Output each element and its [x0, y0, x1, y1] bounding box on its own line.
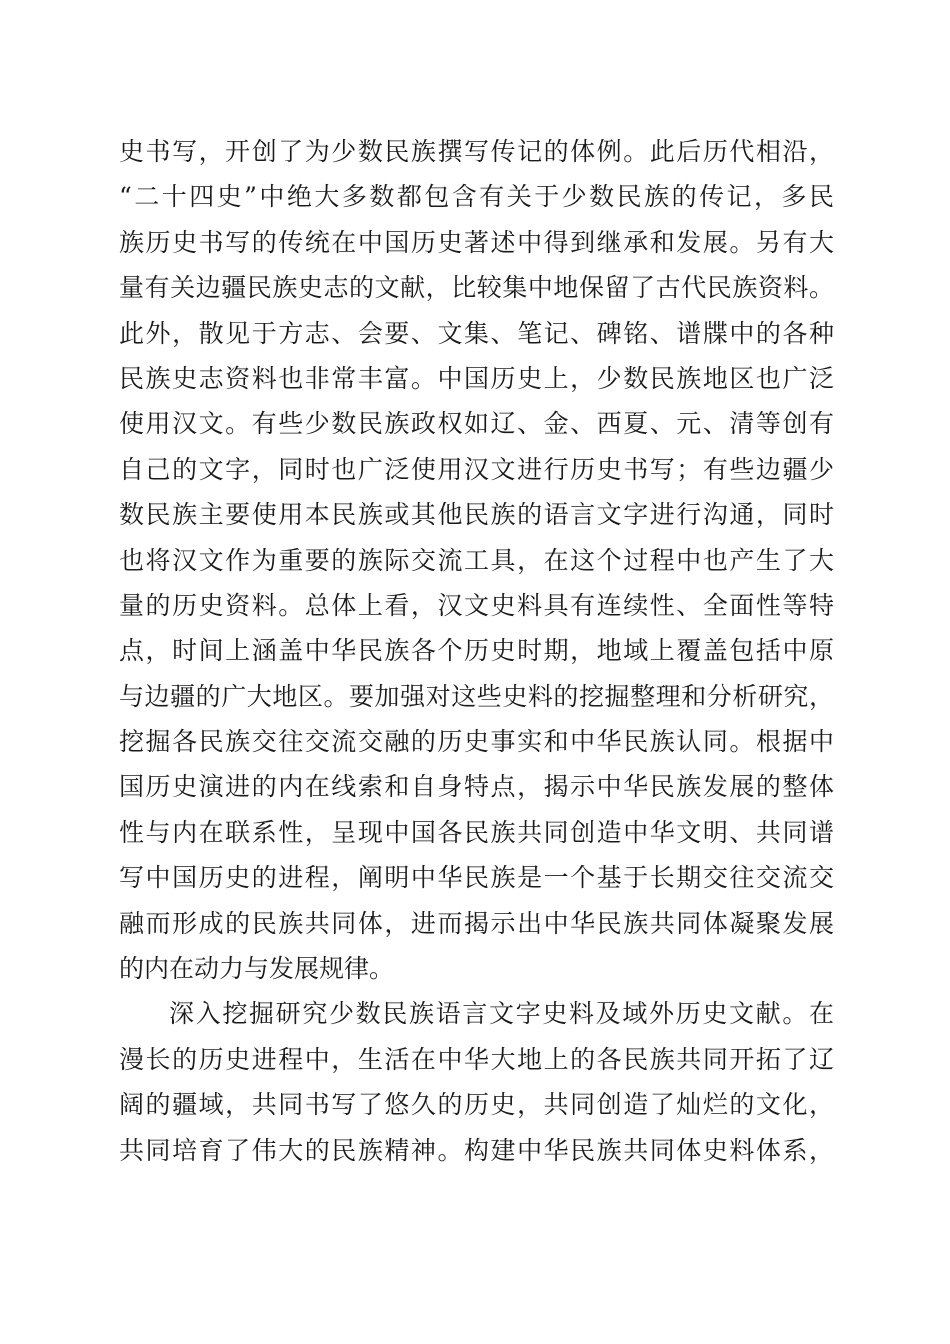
text-line: 此外，散见于方志、会要、文集、笔记、碑铭、谱牒中的各种 [119, 318, 834, 348]
text-line: 量的历史资料。总体上看，汉文史料具有连续性、全面性等特 [119, 590, 834, 620]
text-line: 量有关边疆民族史志的文献，比较集中地保留了古代民族资料。 [119, 273, 834, 303]
text-line: 共同培育了伟大的民族精神。构建中华民族共同体史料体系， [119, 1135, 834, 1165]
text-line: 融而形成的民族共同体，进而揭示出中华民族共同体凝聚发展 [119, 908, 834, 938]
text-line: 挖掘各民族交往交流交融的历史事实和中华民族认同。根据中 [119, 727, 834, 757]
text-line: 阔的疆域，共同书写了悠久的历史，共同创造了灿烂的文化， [119, 1090, 834, 1120]
text-line: 数民族主要使用本民族或其他民族的语言文字进行沟通，同时 [119, 500, 834, 530]
text-line: 族历史书写的传统在中国历史著述中得到继承和发展。另有大 [119, 227, 834, 257]
text-line: 与边疆的广大地区。要加强对这些史料的挖掘整理和分析研究， [119, 681, 834, 711]
text-line: 漫长的历史进程中，生活在中华大地上的各民族共同开拓了辽 [119, 1044, 834, 1074]
text-line: “二十四史”中绝大多数都包含有关于少数民族的传记，多民 [119, 182, 834, 212]
text-line: 自己的文字，同时也广泛使用汉文进行历史书写；有些边疆少 [119, 454, 834, 484]
text-line: 性与内在联系性，呈现中国各民族共同创造中华文明、共同谱 [119, 817, 834, 847]
text-line: 写中国历史的进程，阐明中华民族是一个基于长期交往交流交 [119, 863, 834, 893]
text-line: 的内在动力与发展规律。 [119, 954, 395, 984]
text-line: 民族史志资料也非常丰富。中国历史上，少数民族地区也广泛 [119, 363, 834, 393]
text-line: 也将汉文作为重要的族际交流工具，在这个过程中也产生了大 [119, 545, 834, 575]
text-line: 国历史演进的内在线索和自身特点，揭示中华民族发展的整体 [119, 772, 834, 802]
text-line: 使用汉文。有些少数民族政权如辽、金、西夏、元、清等创有 [119, 409, 834, 439]
text-line: 史书写，开创了为少数民族撰写传记的体例。此后历代相沿， [119, 137, 834, 166]
text-line: 深入挖掘研究少数民族语言文字史料及域外历史文献。在 [169, 999, 834, 1029]
text-line: 点，时间上涵盖中华民族各个历史时期，地域上覆盖包括中原 [119, 636, 834, 666]
body-text [119, 129, 834, 1173]
